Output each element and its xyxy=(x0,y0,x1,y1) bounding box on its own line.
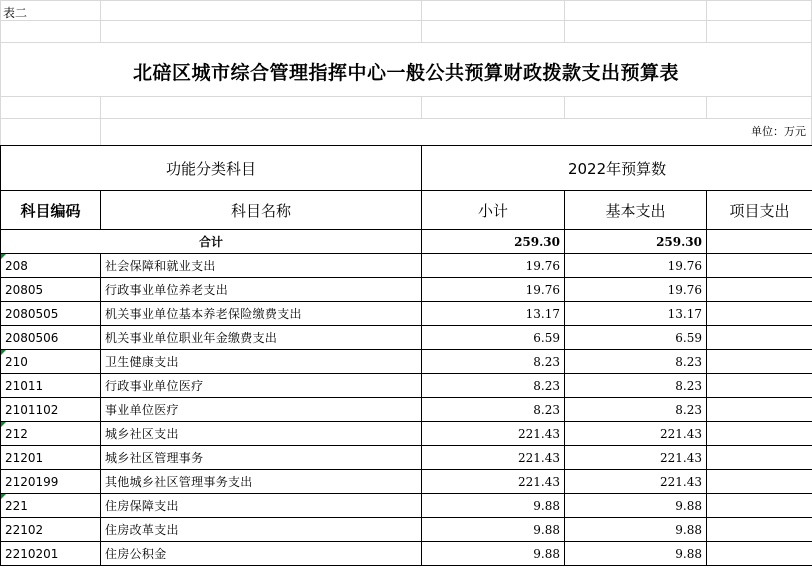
total-basic: 259.30 xyxy=(565,230,707,254)
project-expenditure-cell xyxy=(707,398,812,422)
subject-name-cell: 社会保障和就业支出 xyxy=(101,254,422,278)
project-expenditure-cell xyxy=(707,494,812,518)
cell-comment-marker-icon xyxy=(1,350,6,355)
project-expenditure-cell xyxy=(707,254,812,278)
subject-name-cell: 行政事业单位医疗 xyxy=(101,374,422,398)
project-expenditure-cell xyxy=(707,350,812,374)
subject-name-cell: 事业单位医疗 xyxy=(101,398,422,422)
gridline xyxy=(564,96,565,118)
header-subtotal: 小计 xyxy=(422,191,565,230)
subtotal-cell: 9.88 xyxy=(422,494,565,518)
subject-code-text: 212 xyxy=(5,426,28,441)
table-row xyxy=(1,470,812,494)
subject-code-cell: 2080506 xyxy=(1,326,101,350)
subject-name-cell: 城乡社区管理事务 xyxy=(101,446,422,470)
subject-code-cell xyxy=(1,422,101,446)
basic-expenditure-cell: 221.43 xyxy=(565,470,707,494)
subject-name-cell: 住房公积金 xyxy=(101,542,422,566)
table-row xyxy=(1,326,812,350)
total-project xyxy=(707,230,812,254)
header-basic-expenditure: 基本支出 xyxy=(565,191,707,230)
subject-code-text: 208 xyxy=(5,258,28,273)
subtotal-cell: 19.76 xyxy=(422,254,565,278)
table-row xyxy=(1,254,812,278)
subject-name-cell: 机关事业单位职业年金缴费支出 xyxy=(101,326,422,350)
project-expenditure-cell xyxy=(707,302,812,326)
gridline xyxy=(0,0,812,1)
gridline xyxy=(706,0,707,42)
header-project-expenditure: 项目支出 xyxy=(707,191,812,230)
basic-expenditure-cell: 19.76 xyxy=(565,254,707,278)
gridline xyxy=(706,96,707,118)
subject-code-cell: 2120199 xyxy=(1,470,101,494)
project-expenditure-cell xyxy=(707,422,812,446)
project-expenditure-cell xyxy=(707,470,812,494)
subject-code-cell: 2101102 xyxy=(1,398,101,422)
subject-code-text: 221 xyxy=(5,498,28,513)
table-row xyxy=(1,374,812,398)
subject-code-cell: 2080505 xyxy=(1,302,101,326)
basic-expenditure-cell: 8.23 xyxy=(565,374,707,398)
cell-comment-marker-icon xyxy=(1,254,6,259)
subtotal-cell: 8.23 xyxy=(422,398,565,422)
gridline xyxy=(421,0,422,42)
subject-name-cell: 住房改革支出 xyxy=(101,518,422,542)
subject-code-cell: 20805 xyxy=(1,278,101,302)
gridline xyxy=(0,42,812,43)
basic-expenditure-cell: 221.43 xyxy=(565,446,707,470)
subtotal-cell: 221.43 xyxy=(422,422,565,446)
project-expenditure-cell xyxy=(707,518,812,542)
subtotal-cell: 221.43 xyxy=(422,446,565,470)
header-subject-name: 科目名称 xyxy=(101,191,422,230)
total-subtotal: 259.30 xyxy=(422,230,565,254)
basic-expenditure-cell: 13.17 xyxy=(565,302,707,326)
gridline xyxy=(564,0,565,42)
basic-expenditure-cell: 221.43 xyxy=(565,422,707,446)
table-row xyxy=(1,542,812,566)
subtotal-cell: 9.88 xyxy=(422,518,565,542)
subtotal-cell: 9.88 xyxy=(422,542,565,566)
subject-code-cell: 21201 xyxy=(1,446,101,470)
subject-code-cell xyxy=(1,494,101,518)
subject-code-cell: 21011 xyxy=(1,374,101,398)
project-expenditure-cell xyxy=(707,542,812,566)
subject-code-cell: 22102 xyxy=(1,518,101,542)
budget-table xyxy=(0,145,812,566)
basic-expenditure-cell: 8.23 xyxy=(565,350,707,374)
project-expenditure-cell xyxy=(707,326,812,350)
subject-code-cell: 2210201 xyxy=(1,542,101,566)
header-functional-subject: 功能分类科目 xyxy=(1,146,422,191)
gridline xyxy=(421,96,422,118)
basic-expenditure-cell: 6.59 xyxy=(565,326,707,350)
project-expenditure-cell xyxy=(707,374,812,398)
header-budget-year: 2022年预算数 xyxy=(422,146,812,191)
subject-name-cell: 机关事业单位基本养老保险缴费支出 xyxy=(101,302,422,326)
table-row xyxy=(1,350,812,374)
gridline xyxy=(0,118,812,119)
table-number-note: 表二 xyxy=(3,6,28,20)
page-title: 北碚区城市综合管理指挥中心一般公共预算财政拨款支出预算表 xyxy=(132,62,679,84)
total-row xyxy=(1,230,812,254)
subject-code-text: 210 xyxy=(5,354,28,369)
header-row-columns xyxy=(1,191,812,230)
subtotal-cell: 19.76 xyxy=(422,278,565,302)
subject-name-cell: 其他城乡社区管理事务支出 xyxy=(101,470,422,494)
cell-comment-marker-icon xyxy=(1,494,6,499)
cell-comment-marker-icon xyxy=(1,422,6,427)
subject-code-cell xyxy=(1,350,101,374)
total-label: 合计 xyxy=(1,230,422,254)
table-row xyxy=(1,446,812,470)
project-expenditure-cell xyxy=(707,446,812,470)
subject-name-cell: 卫生健康支出 xyxy=(101,350,422,374)
subtotal-cell: 221.43 xyxy=(422,470,565,494)
basic-expenditure-cell: 19.76 xyxy=(565,278,707,302)
gridline xyxy=(100,96,101,145)
unit-label: 单位：万元 xyxy=(751,125,806,138)
basic-expenditure-cell: 9.88 xyxy=(565,542,707,566)
header-subject-code: 科目编码 xyxy=(1,191,101,230)
table-row xyxy=(1,302,812,326)
table-row xyxy=(1,518,812,542)
basic-expenditure-cell: 8.23 xyxy=(565,398,707,422)
subtotal-cell: 8.23 xyxy=(422,374,565,398)
project-expenditure-cell xyxy=(707,278,812,302)
subject-code-cell xyxy=(1,254,101,278)
subject-name-cell: 行政事业单位养老支出 xyxy=(101,278,422,302)
subject-name-cell: 住房保障支出 xyxy=(101,494,422,518)
subtotal-cell: 13.17 xyxy=(422,302,565,326)
gridline xyxy=(0,20,812,21)
gridline xyxy=(0,96,812,97)
basic-expenditure-cell: 9.88 xyxy=(565,494,707,518)
table-row xyxy=(1,494,812,518)
table-row xyxy=(1,398,812,422)
header-row-group xyxy=(1,146,812,191)
subtotal-cell: 6.59 xyxy=(422,326,565,350)
table-row xyxy=(1,278,812,302)
subject-name-cell: 城乡社区支出 xyxy=(101,422,422,446)
subtotal-cell: 8.23 xyxy=(422,350,565,374)
table-row xyxy=(1,422,812,446)
basic-expenditure-cell: 9.88 xyxy=(565,518,707,542)
gridline xyxy=(100,0,101,42)
